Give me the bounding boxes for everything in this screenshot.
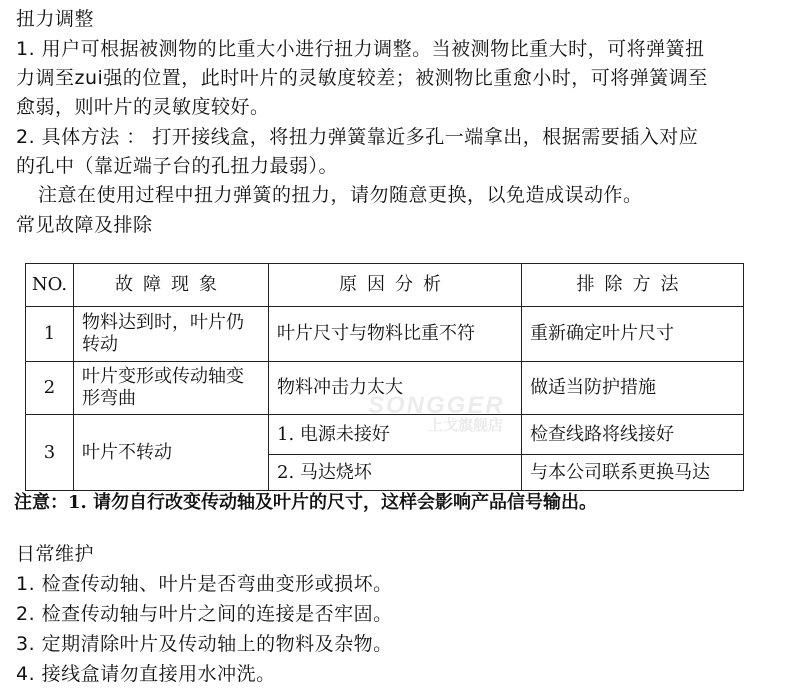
faults-heading: 常见故障及排除 <box>16 214 153 236</box>
fault-table <box>25 263 744 491</box>
maintenance-item: 1. 检查传动轴、叶片是否弯曲变形或损坏。 <box>16 573 393 595</box>
cell-no: 3 <box>26 415 74 491</box>
warning-note: 注意：1. 请勿自行改变传动轴及叶片的尺寸，这样会影响产品信号输出。 <box>14 492 598 513</box>
col-header-no: NO. <box>26 264 74 307</box>
cell-cause: 1. 电源未接好 <box>269 415 522 455</box>
maintenance-item: 3. 定期清除叶片及传动轴上的物料及杂物。 <box>16 633 393 655</box>
cell-cause: 物料冲击力太大 <box>269 362 522 415</box>
torque-line: 愈弱，则叶片的灵敏度较好。 <box>16 96 270 118</box>
torque-note: 注意在使用过程中扭力弹簧的扭力，请勿随意更换，以免造成误动作。 <box>38 184 643 206</box>
maintenance-heading: 日常维护 <box>16 543 95 565</box>
cell-cause: 2. 马达烧坏 <box>269 455 522 491</box>
cell-remedy: 做适当防护措施 <box>522 362 744 415</box>
col-header-symptom: 故障现象 <box>74 264 269 307</box>
col-header-cause: 原因分析 <box>269 264 522 307</box>
col-header-remedy: 排除方法 <box>522 264 744 307</box>
torque-line: 2. 具体方法 ： 打开接线盒，将扭力弹簧靠近多孔一端拿出，根据需要插入对应 <box>16 126 699 148</box>
cell-symptom: 物料达到时，叶片仍转动 <box>74 307 269 362</box>
cell-remedy: 与本公司联系更换马达 <box>522 455 744 491</box>
cell-remedy: 检查线路将线接好 <box>522 415 744 455</box>
cell-symptom: 叶片不转动 <box>74 415 269 491</box>
table-row <box>26 362 744 415</box>
cell-no: 2 <box>26 362 74 415</box>
cell-remedy: 重新确定叶片尺寸 <box>522 307 744 362</box>
table-row <box>26 415 744 455</box>
watermark-sub: 上戈旗舰店 <box>428 416 504 434</box>
torque-line: 力调至zui强的位置，此时叶片的灵敏度较差；被测物比重愈小时，可将弹簧调至 <box>16 67 708 89</box>
torque-line: 1. 用户可根据被测物的比重大小进行扭力调整。当被测物比重大时，可将弹簧扭 <box>16 38 705 60</box>
table-row <box>26 307 744 362</box>
maintenance-item: 4. 接线盒请勿直接用水冲洗。 <box>16 663 276 685</box>
cell-cause: 叶片尺寸与物料比重不符 <box>269 307 522 362</box>
torque-heading: 扭力调整 <box>16 8 95 30</box>
maintenance-item: 2. 检查传动轴与叶片之间的连接是否牢固。 <box>16 603 393 625</box>
cell-symptom: 叶片变形或传动轴变形弯曲 <box>74 362 269 415</box>
watermark-brand: SONGGER <box>368 392 505 419</box>
torque-line: 的孔中（靠近端子台的孔扭力最弱）。 <box>16 155 339 177</box>
table-header-row <box>26 264 744 307</box>
cell-no: 1 <box>26 307 74 362</box>
